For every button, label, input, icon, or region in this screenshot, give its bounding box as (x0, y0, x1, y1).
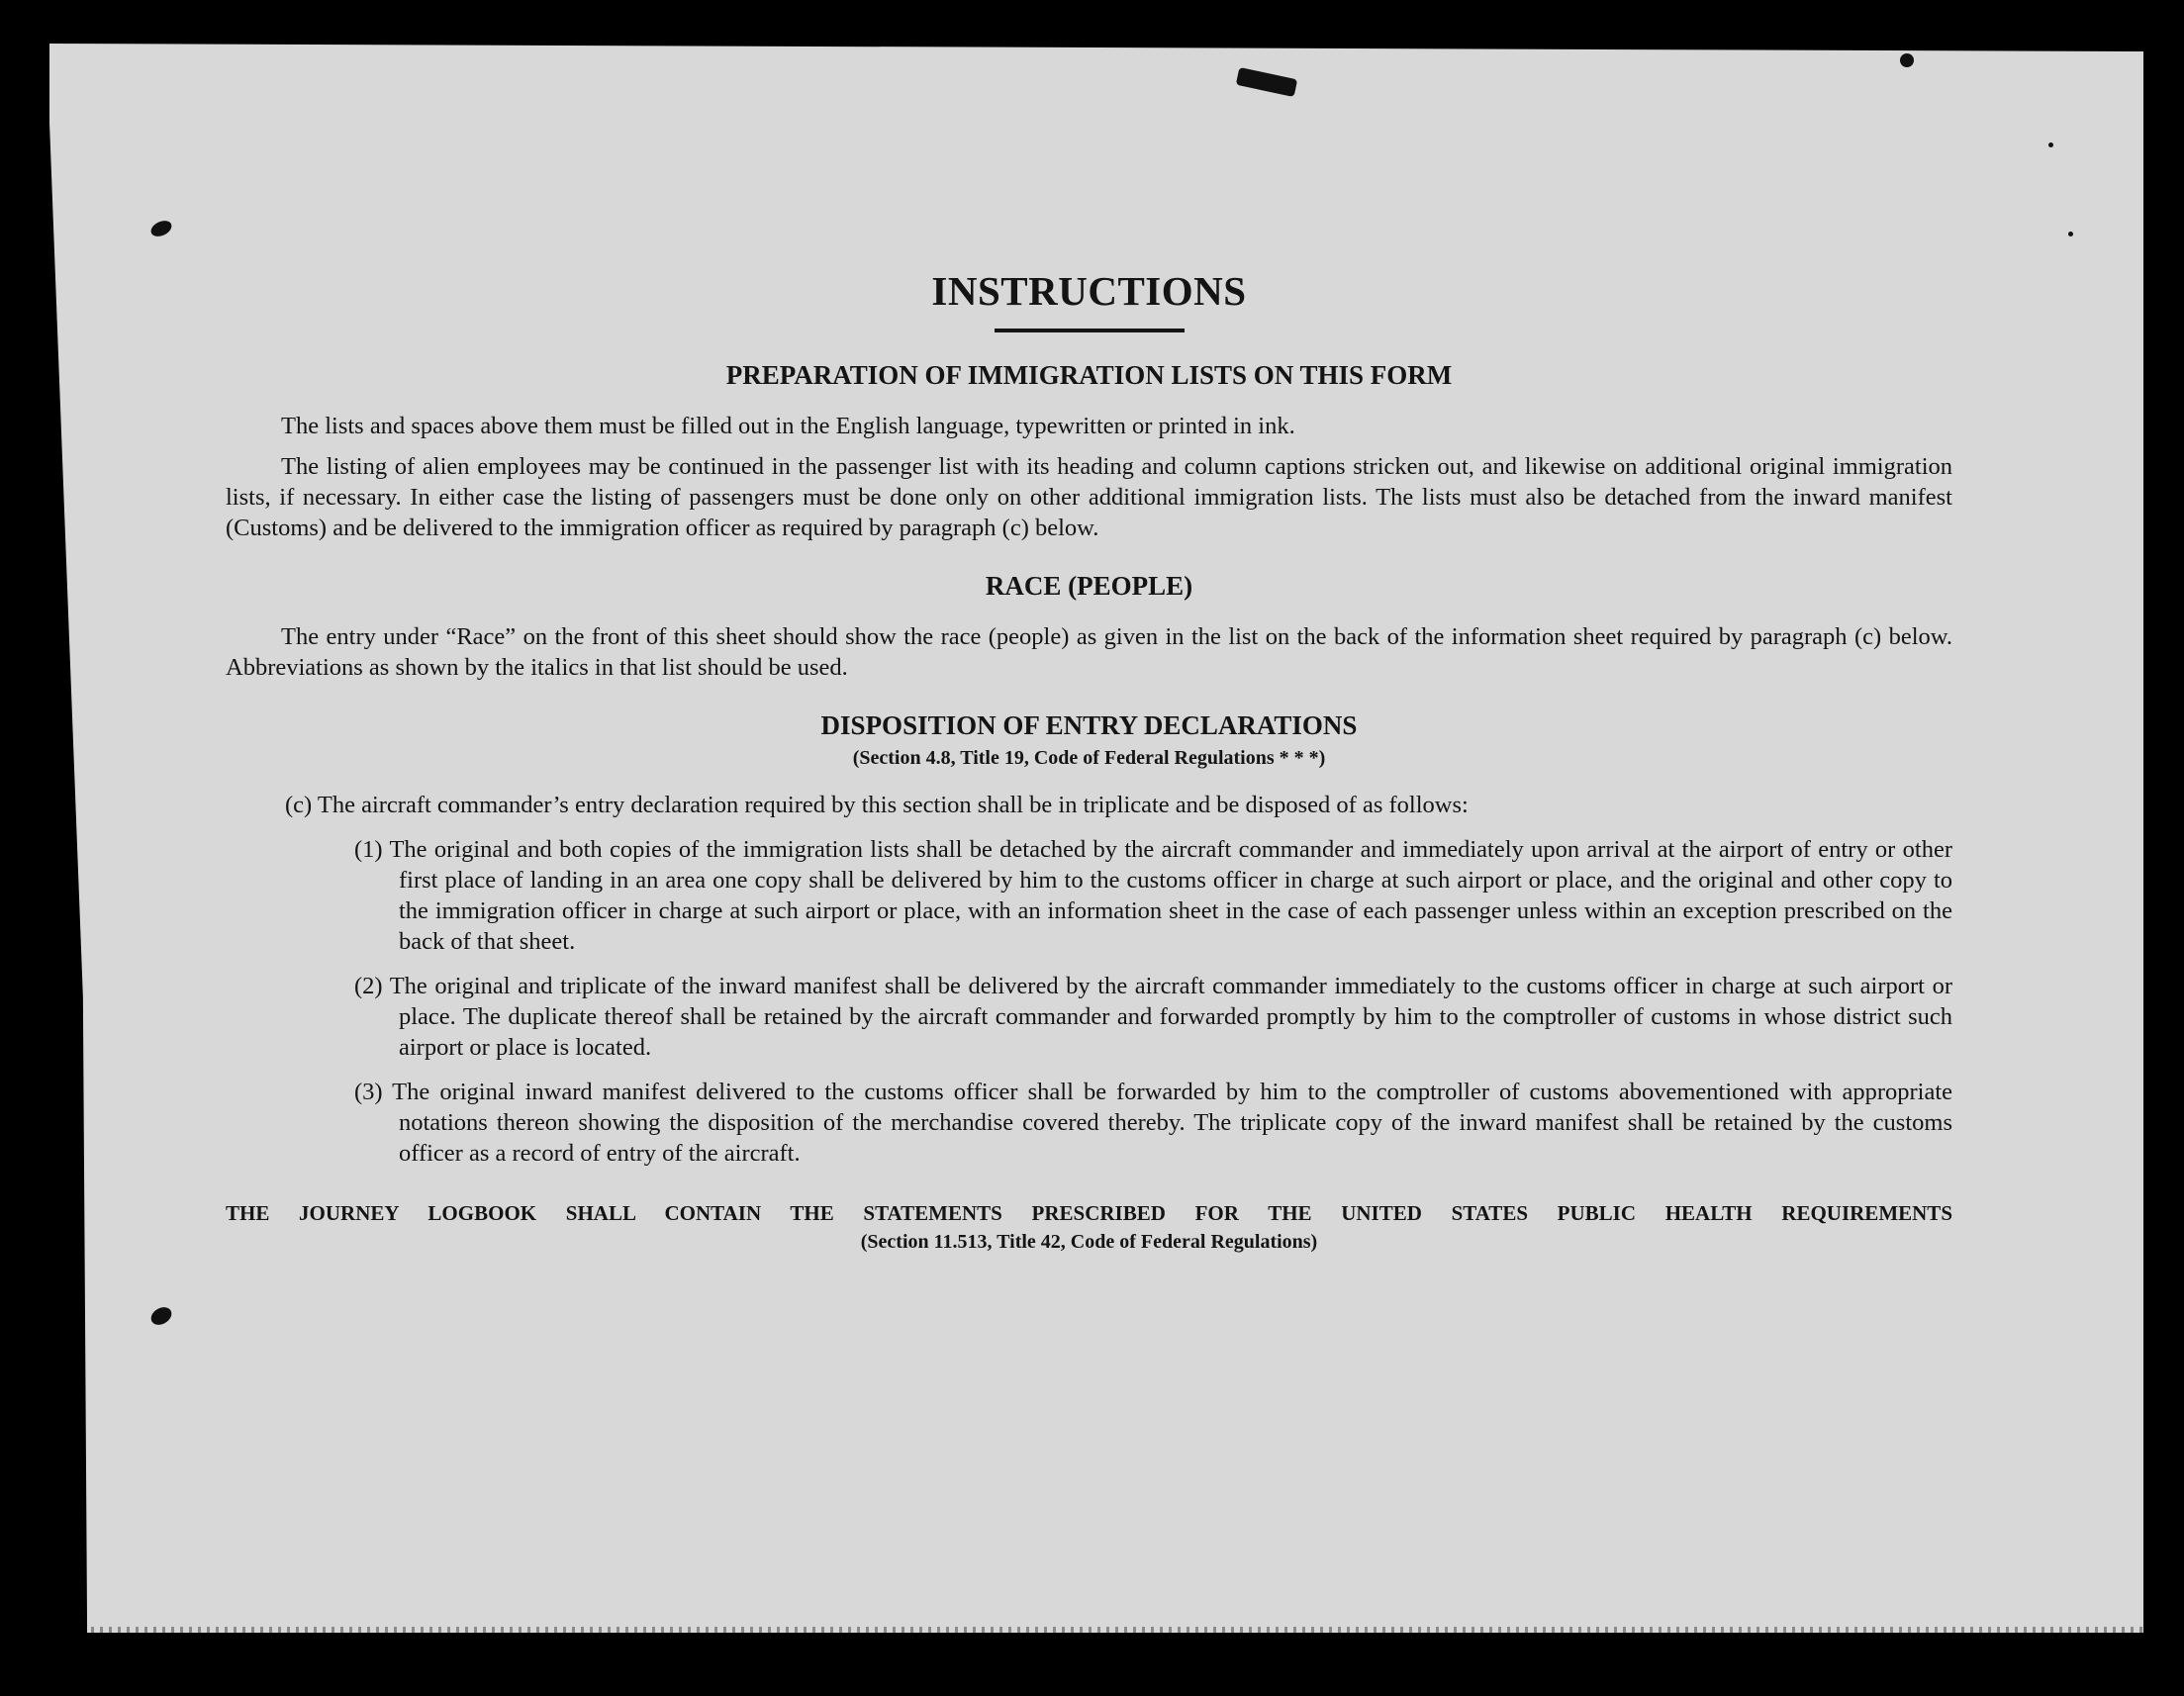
disposition-subheading: (Section 4.8, Title 19, Code of Federal Regulations * * *) (852, 747, 1326, 769)
preparation-paragraph-2: The listing of alien employees may be continued in the passenger list with its heading and column captions stricken out, and likewise on additional original immigration lists, if necessary. In either case the listing of passengers must be done only on other additional immigration lists. The lists must also be detached from the inward manifest (Customs) and be delivered to the immigration officer as required by paragraph (c) below. (226, 453, 1952, 541)
instructions-content (226, 267, 1952, 1256)
ink-blot (1236, 67, 1297, 97)
page-title: INSTRUCTIONS (931, 268, 1247, 314)
title-underline (995, 329, 1185, 332)
disposition-item-2: (2) The original and triplicate of the inward manifest shall be delivered by the aircraft commander immediately to the customs officer in charge at such airport or place. The duplicate thereof shall be retained by the aircraft commander and forwarded promptly by him to the comptroller of customs in whose district such airport or place is located. (354, 973, 1952, 1061)
race-paragraph: The entry under “Race” on the front of this sheet should show the race (people) as given in the list on the back of the information sheet required by paragraph (c) below. Abbreviations as shown by the italics in that list should be used. (226, 623, 1952, 681)
disposition-item-1: (1) The original and both copies of the immigration lists shall be detached by the aircraft commander and immediately upon arrival at the airport of entry or other first place of landing in an area one copy shall be delivered by him to the customs officer in charge at such airport or place, and the original and other copy to the immigration officer in charge at such airport or place, with an information sheet in the case of each passenger unless within an exception prescribed on the back of that sheet. (354, 836, 1952, 955)
logbook-citation: (Section 11.513, Title 42, Code of Federal Regulations) (860, 1231, 1318, 1253)
ink-blot (148, 218, 174, 239)
disposition-heading: DISPOSITION OF ENTRY DECLARATIONS (820, 710, 1358, 740)
logbook-notice: THE JOURNEY LOGBOOK SHALL CONTAIN THE STATEMENTS PRESCRIBED FOR THE UNITED STATES PUBLIC HEALTH REQUIREMENTS (226, 1201, 1952, 1225)
race-heading: RACE (PEOPLE) (985, 571, 1193, 601)
disposition-item-3: (3) The original inward manifest delivered to the customs officer shall be forwarded by him to the comptroller of customs abovementioned with appropriate notations thereon showing the disposition of the merchandise covered thereby. The triplicate copy of the inward manifest shall be retained by the customs officer as a record of entry of the aircraft. (354, 1079, 1952, 1167)
ink-blot (2048, 142, 2053, 147)
ink-blot (1900, 53, 1914, 67)
ink-blot (2068, 232, 2073, 236)
preparation-heading: PREPARATION OF IMMIGRATION LISTS ON THIS FORM (725, 360, 1453, 390)
disposition-lead: (c) The aircraft commander’s entry declaration required by this section shall be in triplicate and be disposed of as follows: (285, 792, 1469, 818)
ink-blot (147, 1304, 174, 1329)
preparation-paragraph-1: The lists and spaces above them must be filled out in the English language, typewritten or printed in ink. (281, 413, 1295, 439)
